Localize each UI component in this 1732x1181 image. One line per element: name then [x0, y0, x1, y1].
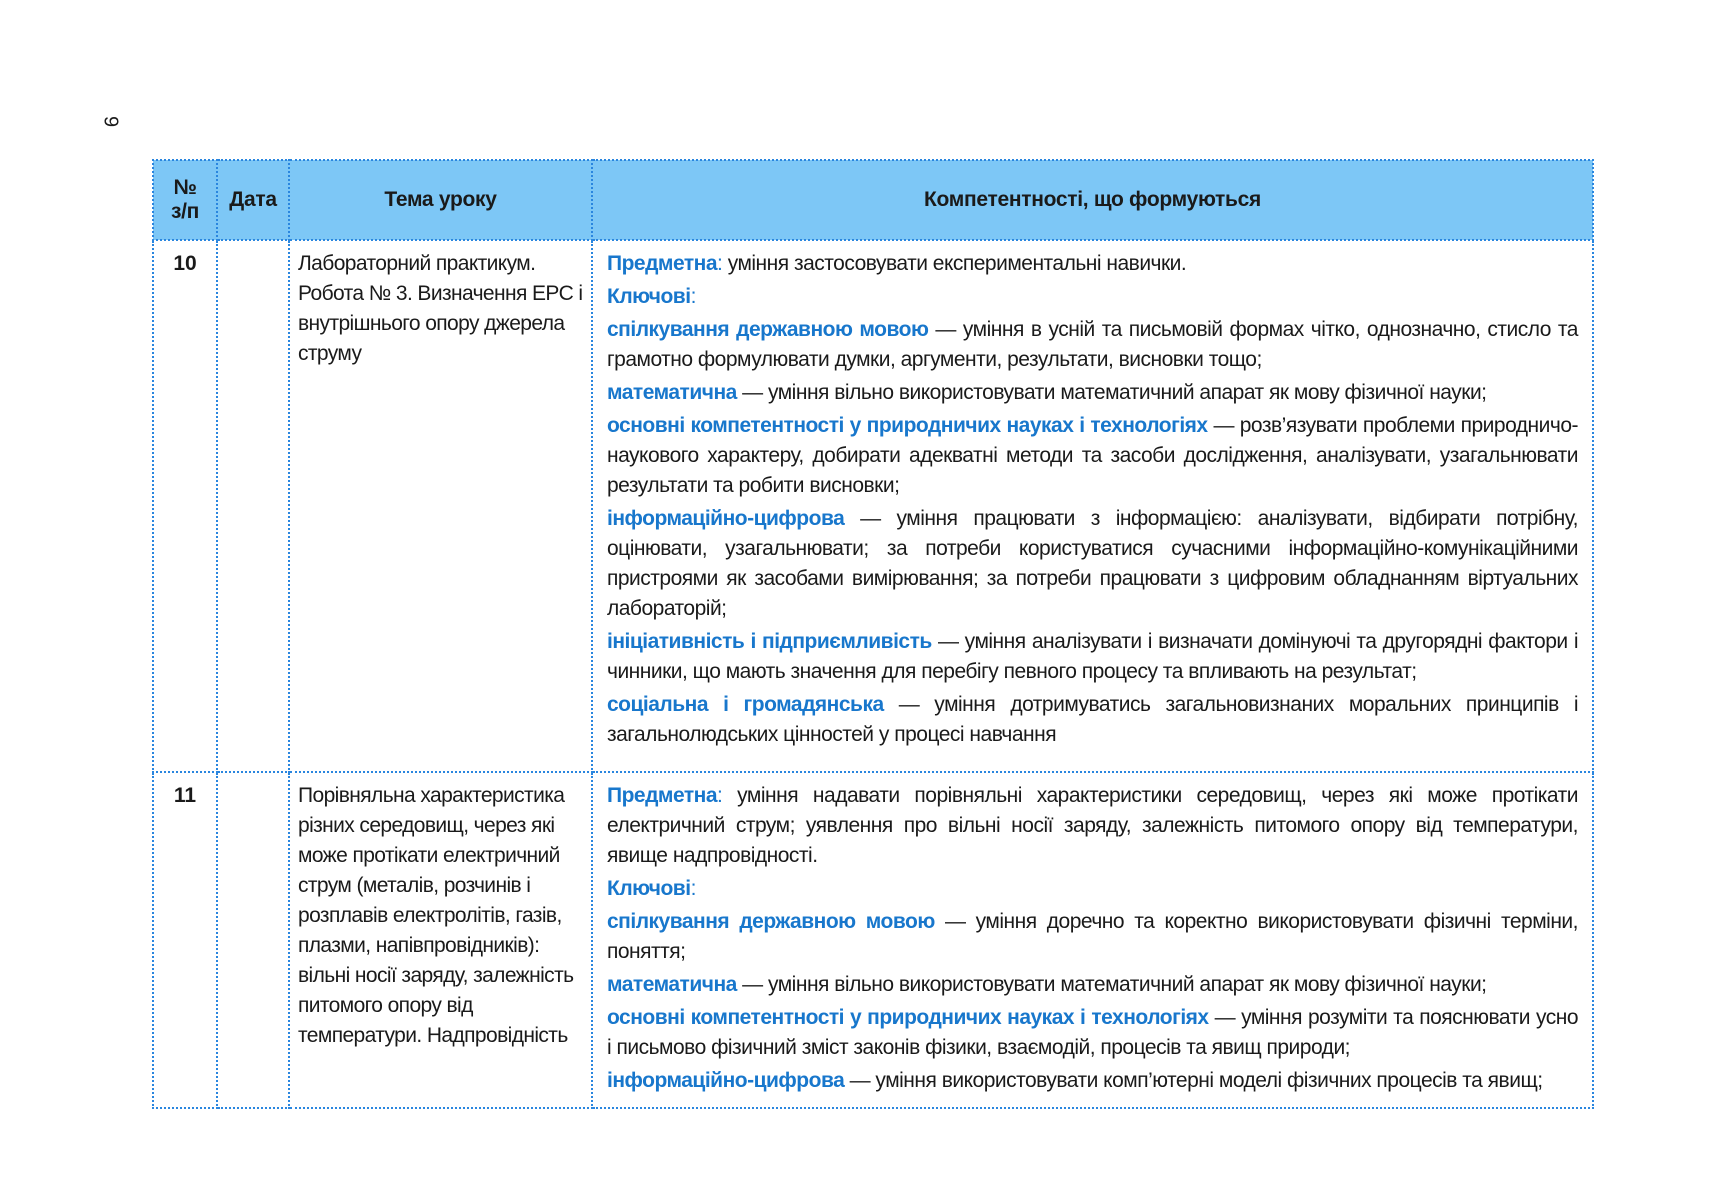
competence-text: — уміння в усній та письмовій формах чітко, однозначно, стисло та грамотно формулювати думки, аргументи, результати, висновки тощо;: [607, 318, 1578, 371]
competence-item: [607, 411, 1578, 501]
page-number: 9: [99, 115, 122, 128]
competence-item: [607, 315, 1578, 375]
competence-item: [607, 690, 1578, 750]
competence-text: — розв’язувати проблеми природничо-наукового характеру, добирати адекватні методи та засоби дослідження, аналізувати, узагальнювати результати та робити висновки;: [607, 414, 1578, 497]
lesson-number: 11: [153, 772, 217, 1108]
table-header-row: [153, 160, 1593, 240]
competence-separator: :: [717, 784, 723, 807]
competence-item: [607, 504, 1578, 624]
competence-item: [607, 1066, 1578, 1096]
competence-label: математична: [607, 381, 737, 404]
competence-label: Ключові: [607, 877, 691, 900]
competence-item: [607, 970, 1578, 1000]
competence-label: основні компетентності у природничих науках і технологіях: [607, 1006, 1209, 1029]
competence-text: — уміння дотримуватись загальновизнаних моральних принципів і загальнолюдських цінностей у процесі навчання: [607, 693, 1578, 746]
competence-text: — уміння використовувати комп’ютерні моделі фізичних процесів та явищ;: [844, 1069, 1543, 1092]
competence-label: спілкування державною мовою: [607, 910, 935, 933]
lesson-topic: Лабораторний практикум. Робота № 3. Визначення ЕРС і внутрішнього опору джерела струму: [289, 240, 592, 772]
competence-text: уміння надавати порівняльні характеристики середовищ, через які може протікати електричний струм; уявлення про вільні носії заряду, залежність питомого опору від температури, явище надпровідності.: [607, 784, 1578, 867]
competence-label: Предметна: [607, 784, 718, 807]
competence-text: — уміння вільно використовувати математичний апарат як мову фізичної науки;: [736, 973, 1487, 996]
lesson-number: 10: [153, 240, 217, 772]
table-row: [153, 240, 1593, 772]
competence-label: соціальна і громадянська: [607, 693, 884, 716]
header-topic: Тема уроку: [289, 160, 592, 240]
lesson-plan-table: [152, 159, 1594, 1109]
competence-separator: :: [690, 285, 696, 308]
competence-item: [607, 378, 1578, 408]
competence-item: [607, 874, 1578, 904]
competence-item: [607, 907, 1578, 967]
competence-text: — уміння розуміти та пояснювати усно і письмово фізичний зміст законів фізики, взаємодій, процесів та явищ природи;: [607, 1006, 1578, 1059]
competence-text: — уміння доречно та коректно використовувати фізичні терміни, поняття;: [607, 910, 1578, 963]
lesson-competences: [592, 772, 1593, 1108]
competence-text: — уміння аналізувати і визначати домінуючі та другорядні фактори і чинники, що мають значення для перебігу певного процесу та впливають на результат;: [607, 630, 1578, 683]
competence-item: [607, 781, 1578, 871]
competence-label: математична: [607, 973, 737, 996]
competence-label: інформаційно-цифрова: [607, 1069, 845, 1092]
competence-text: уміння застосовувати експериментальні навички.: [722, 252, 1187, 275]
competence-item: [607, 1003, 1578, 1063]
lesson-competences: [592, 240, 1593, 772]
header-competences: Компетентності, що формуються: [592, 160, 1593, 240]
table-row: [153, 772, 1593, 1108]
header-number-line1: №: [173, 176, 197, 199]
competence-item: [607, 282, 1578, 312]
lesson-date: [217, 240, 289, 772]
header-number-line2: з/п: [170, 200, 200, 223]
header-date: Дата: [217, 160, 289, 240]
competence-label: спілкування державною мовою: [607, 318, 929, 341]
lesson-date: [217, 772, 289, 1108]
competence-separator: :: [690, 877, 696, 900]
competence-label: інформаційно-цифрова: [607, 507, 845, 530]
competence-text: — уміння вільно використовувати математичний апарат як мову фізичної науки;: [736, 381, 1487, 404]
competence-label: основні компетентності у природничих науках і технологіях: [607, 414, 1208, 437]
competence-separator: :: [717, 252, 723, 275]
competence-label: Предметна: [607, 252, 718, 275]
competence-item: [607, 627, 1578, 687]
competence-text: — уміння працювати з інформацією: аналізувати, відбирати потрібну, оцінювати, узагальнювати; за потреби користуватися сучасними інформаційно-комунікаційними пристроями як засобами вимірювання; за потреби працювати з цифровим обладнанням віртуальних лабораторій;: [607, 507, 1578, 620]
competence-label: ініціативність і підприємливість: [607, 630, 932, 653]
lesson-topic: Порівняльна характеристика різних середовищ, через які може протікати електричний струм (металів, розчинів і розплавів електролітів, газів, плазми, напівпровідників): вільні носії заряду, залежність питомого опору від температури. Надпровідність: [289, 772, 592, 1108]
header-number: [153, 160, 217, 240]
competence-label: Ключові: [607, 285, 691, 308]
competence-item: [607, 249, 1578, 279]
